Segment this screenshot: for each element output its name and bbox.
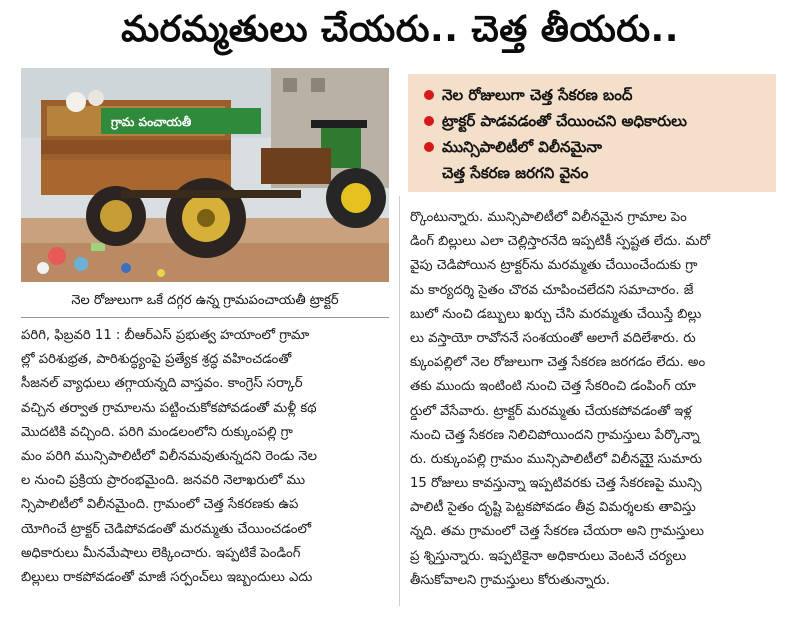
body-line: ప్ర శ్నిస్తున్నారు. ఇప్పటికైనా అధికారులు వెంటనే చర్యలు: [410, 548, 687, 564]
body-line: డింగ్ బిల్లులు ఎలా చెల్లిస్తారనేది ఇప్పటికీ స్పష్టత లేదు. మరో: [410, 234, 711, 250]
body-line: ర్కొంటున్నారు. మున్సిపాలిటీలో విలీనమైన గ్రామాల పెం: [410, 210, 687, 225]
photo-caption: నెల రోజులుగా ఒకే దగ్గర ఉన్న గ్రామపంచాయతీ ట్రాక్టర్: [21, 284, 389, 318]
highlight-text: నెల రోజులుగా చెత్త సేకరణ బంద్: [442, 86, 633, 104]
body-line: న్సిపాలిటీలో విలీనమైంది. గ్రామంలో చెత్త సేకరణకు ఉప: [21, 497, 299, 513]
highlight-item: [422, 82, 766, 108]
tractor-photo: [21, 68, 389, 282]
body-line: వచ్చిన తర్వాత గ్రామాలను పట్టించుకోకపోవడంతో మళ్లీ కథ: [21, 400, 317, 416]
article-body-left: [21, 324, 393, 590]
body-line: మొదటికి వచ్చింది. పరిగి మండలంలోని రుక్కుంపల్లి గ్రా: [21, 424, 293, 440]
highlight-text: మున్సిపాలిటీలో విలీనమైనా: [442, 138, 602, 156]
highlight-item: [422, 108, 766, 134]
body-line: తకు ముందు ఇంటింటి నుంచి చెత్త సేకరించి డంపింగ్ యా: [410, 379, 696, 395]
body-line: న్నది. తమ గ్రామంలో చెత్త సేకరణ చేయరా అని గ్రామస్తులు: [410, 524, 704, 540]
bullet-icon: [424, 116, 434, 126]
body-line: బులో నుంచి డబ్బులు ఖర్చు చేసి మరమ్మతు చేయిస్తే బిల్లు: [410, 306, 702, 322]
body-line: మ కార్యదర్శి సైతం చొరవ చూపించలేదని సమాచారం. జే: [410, 282, 694, 298]
body-line: 15 రోజులు కావస్తున్నా ఇప్పటివరకు చెత్త సేకరణపై మున్సి: [410, 476, 702, 492]
bullet-icon: [424, 90, 434, 100]
body-line: నుంచి చెత్త సేకరణ నిలిచిపోయిందని గ్రామస్తులు పేర్కొన్నా: [410, 427, 700, 443]
body-line: వైపు చెడిపోయిన ట్రాక్టర్‌ను మరమ్మతు చేయించేందుకు గ్రా: [410, 258, 698, 274]
body-line: అధికారులు మీనమేషాలు లెక్కించారు. ఇప్పటికే పెండింగ్: [21, 545, 301, 561]
body-line: పాలిటీ సైతం దృష్టి పెట్టకపోవడం తీవ్ర విమర్శలకు తావిస్తు: [410, 500, 696, 516]
highlight-text: ట్రాక్టర్ పాడవడంతో చేయించని అధికారులు: [442, 112, 687, 130]
body-line: పరిగి, ఫిబ్రవరి 11 : బీఆర్ఎస్ ప్రభుత్వ హయాంలో గ్రామా: [21, 328, 310, 343]
trolley-sign: గ్రామ పంచాయతీ: [111, 115, 192, 129]
body-line: బిల్లులు రాకపోవడంతో మాజీ సర్పంచ్‌లు ఇబ్బందులు ఎదు: [21, 569, 313, 585]
body-line: యోగించే ట్రాక్టర్ చెడిపోవడంతో మరమ్మతు చేయించడంలో: [21, 521, 312, 537]
body-line: లు వస్తాయో రావోననే సంశయంతో అలాగే వదిలేశారు. రు: [410, 330, 696, 346]
headline: మరమ్మతులు చేయరు.. చెత్త తీయరు..: [121, 9, 679, 50]
highlights-box: [408, 74, 776, 192]
body-line: క్కుంపల్లిలో నెల రోజులుగా చెత్త సేకరణ జరగడం లేదు. అం: [410, 355, 706, 371]
body-line: తీసుకోవాలని గ్రామస్తులు కోరుతున్నారు.: [410, 572, 611, 588]
body-line: రు. రుక్కుంపల్లి గ్రామం మున్సిపాలిటీలో విలీనమైై సుమారు: [410, 451, 703, 467]
article-body-right: [410, 206, 782, 593]
bullet-icon: [424, 142, 434, 152]
body-line: ర్డులో వేసేవారు. ట్రాక్టర్ మరమ్మతు చేయకపోవడంతో ఇళ్ల: [410, 403, 692, 419]
body-line: సీజనల్ వ్యాధులు తగ్గాయన్నది వాస్తవం. కాంగ్రెస్ సర్కార్: [21, 376, 303, 392]
body-line: ల నుంచి ప్రక్రియ ప్రారంభమైంది. జనవరి నెలాఖరులో ము: [21, 473, 306, 489]
body-line: ల్లో పరిశుభ్రత, పారిశుద్ధ్యంపై ప్రత్యేక శ్రద్ధ వహించడంతో: [21, 352, 292, 368]
column-divider: [399, 196, 400, 606]
body-line: మం పరిగి మున్సిపాలిటీలో విలీనమవుతున్నదని రెండు నెల: [21, 448, 317, 464]
highlight-item: [422, 134, 766, 160]
highlight-continuation: చెత్త సేకరణ జరగని వైనం: [442, 164, 589, 182]
